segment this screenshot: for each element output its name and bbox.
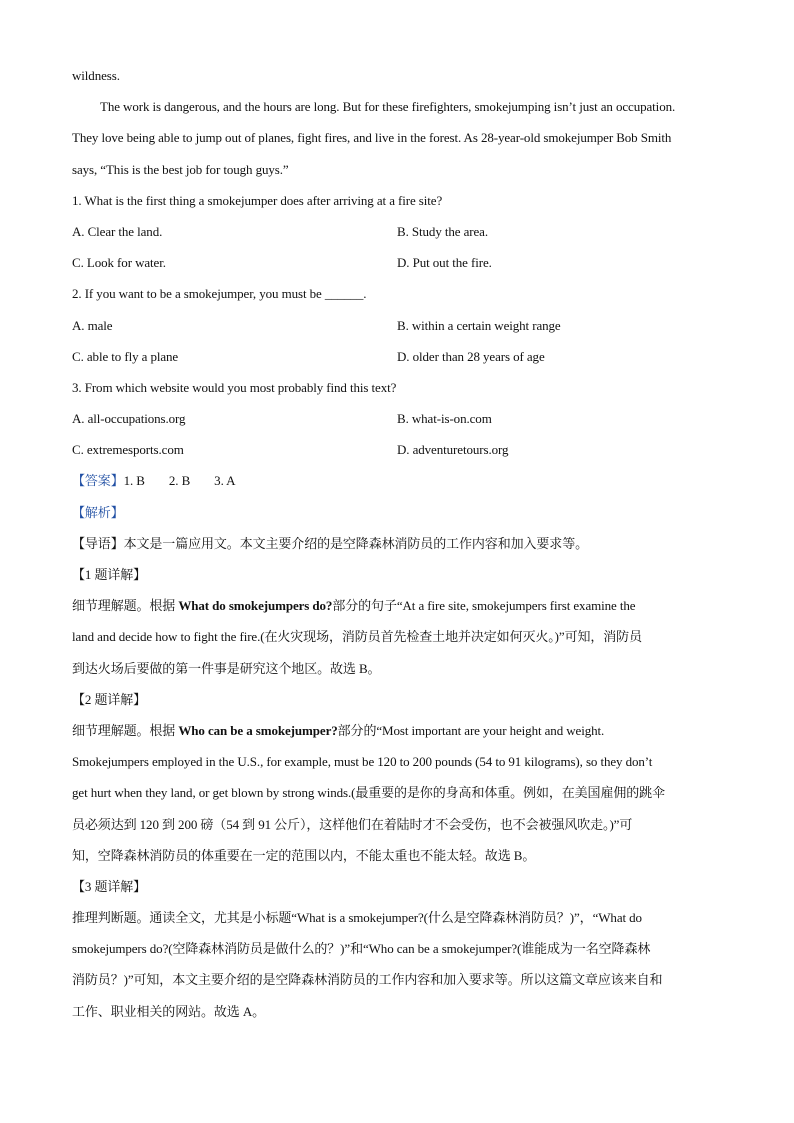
q2-line: get hurt when they land, or get blown by strong winds.(最重要的是你的身高和体重。例如，在美国雇佣的跳伞: [72, 785, 665, 801]
option-b: B. Study the area.: [397, 223, 488, 239]
q2-header: 【2 题详解】: [72, 691, 147, 707]
q3-line: smokejumpers do?(空降森林消防员是做什么的？)”和“Who can be a smokejumper?(谁能成为一名空降森林: [72, 941, 651, 957]
q2-line: 知，空降森林消防员的体重要在一定的范围以内，不能太重也不能太轻。故选 B。: [72, 847, 536, 863]
option-d: D. Put out the fire.: [397, 255, 492, 271]
q3-line: 推理判断题。通读全文，尤其是小标题“What is a smokejumper?(什么是空降森林消防员？)”，“What do: [72, 910, 642, 926]
q1-line: land and decide how to fight the fire.(在火灾现场，消防员首先检查土地并决定如何灭火。)”可知，消防员: [72, 629, 642, 645]
option-b: B. within a certain weight range: [397, 317, 561, 333]
question-3-options-row: [72, 434, 724, 465]
passage-line: wildness.: [72, 68, 120, 83]
option-b: B. what-is-on.com: [397, 411, 492, 427]
q1-line: 到达火场后要做的第一件事是研究这个地区。故选 B。: [72, 660, 381, 676]
document-page: [72, 60, 724, 1027]
q1-subheading: What do smokejumpers do?: [178, 598, 333, 614]
option-d: D. adventuretours.org: [397, 442, 509, 458]
question-1-options-row: [72, 216, 724, 247]
question-2-options-row: [72, 341, 724, 372]
q3-header: 【3 题详解】: [72, 878, 147, 894]
question-1-stem: 1. What is the first thing a smokejumper does after arriving at a fire site?: [72, 192, 443, 208]
option-d: D. older than 28 years of age: [397, 348, 545, 364]
answer-3: 3. A: [214, 473, 236, 489]
option-c: C. Look for water.: [72, 255, 166, 271]
option-a: A. Clear the land.: [72, 223, 163, 239]
question-2-stem: 2. If you want to be a smokejumper, you must be ______.: [72, 286, 367, 302]
q1-line: 细节理解题。根据 What do smokejumpers do?部分的句子“At a fire site, smokejumpers first examine the: [72, 598, 636, 614]
q2-subheading: Who can be a smokejumper?: [178, 722, 338, 738]
passage-line: The work is dangerous, and the hours are long. But for these firefighters, smokejumping isn’t just an occupation.: [100, 99, 676, 115]
analysis-label: 【解析】: [72, 504, 124, 520]
option-c: C. extremesports.com: [72, 442, 184, 458]
question-2-options-row: [72, 310, 724, 341]
guide-text: 本文是一篇应用文。本文主要介绍的是空降森林消防员的工作内容和加入要求等。: [123, 535, 589, 551]
option-a: A. male: [72, 317, 113, 333]
answer-2: 2. B: [168, 473, 191, 489]
option-c: C. able to fly a plane: [72, 348, 179, 364]
question-3-options-row: [72, 403, 724, 434]
question-1-options-row: [72, 247, 724, 278]
q2-line: 员必须达到 120 到 200 磅（54 到 91 公斤），这样他们在着陆时才不会受伤，也不会被强风吹走。)”可: [72, 816, 633, 832]
passage-line: says, “This is the best job for tough guys.”: [72, 161, 289, 177]
guide-label: 【导语】: [72, 535, 124, 551]
answer-label: 【答案】: [72, 473, 124, 489]
q3-line: 消防员？)”可知，本文主要介绍的是空降森林消防员的工作内容和加入要求等。所以这篇文章应该来自和: [72, 972, 663, 988]
q3-line: 工作、职业相关的网站。故选 A。: [72, 1003, 266, 1019]
q2-line: Smokejumpers employed in the U.S., for example, must be 120 to 200 pounds (54 to 91 kilograms), so they don’t: [72, 754, 653, 770]
question-3-stem: 3. From which website would you most probably find this text?: [72, 379, 397, 395]
option-a: A. all-occupations.org: [72, 411, 186, 427]
q2-line: 细节理解题。根据 Who can be a smokejumper?部分的“Most important are your height and weight.: [72, 722, 605, 738]
answer-1: 1. B: [123, 473, 145, 489]
answer-line: [72, 465, 724, 496]
passage-line: They love being able to jump out of planes, fight fires, and live in the forest. As 28-year-old smokejumper Bob Smith: [72, 130, 672, 146]
guide-line: [72, 528, 724, 559]
q1-header: 【1 题详解】: [72, 567, 147, 582]
